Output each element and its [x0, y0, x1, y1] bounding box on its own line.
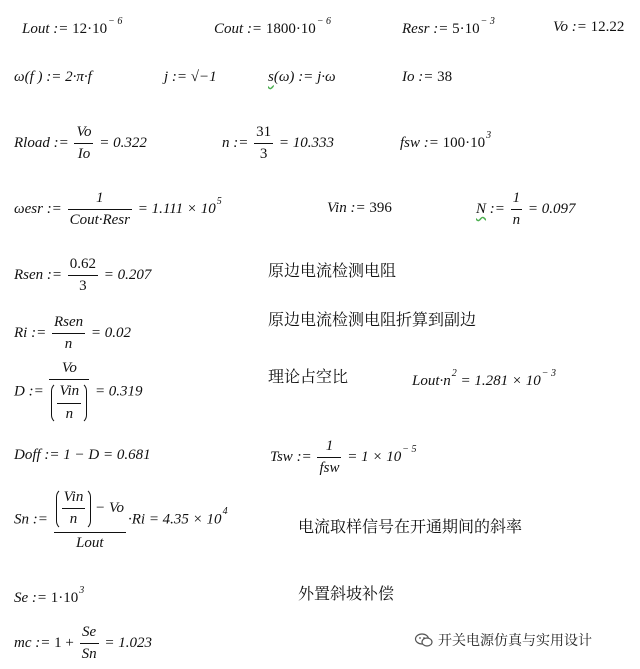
var-name: n	[222, 135, 230, 152]
j-def	[164, 70, 217, 85]
var-name: Doff	[14, 447, 41, 463]
assign-op: :=	[350, 200, 366, 216]
fraction	[511, 190, 523, 230]
square-exponent: 2	[451, 368, 457, 379]
numerator: Se	[80, 624, 99, 644]
assign-op: :=	[53, 135, 69, 152]
rload-def	[14, 124, 147, 164]
value-exponent: 3	[486, 130, 492, 141]
var-name: Rload	[14, 135, 50, 152]
rhs: 2·π·f	[65, 69, 92, 85]
denominator: 3	[259, 146, 268, 163]
wesr-def	[14, 190, 222, 230]
numerator: Rsen	[52, 314, 85, 334]
result: = 4.35 × 10	[148, 511, 222, 528]
var-name: Vo	[553, 19, 568, 35]
assign-op: :=	[296, 449, 312, 466]
fraction	[68, 190, 132, 230]
var-name: N	[476, 201, 487, 218]
n-def	[222, 124, 334, 164]
result: = 0.207	[103, 267, 152, 284]
var-name: Vin	[327, 200, 347, 216]
assign-op: :=	[32, 511, 48, 528]
multiplier: ·Ri	[127, 511, 146, 528]
rsen-def	[14, 256, 151, 296]
fraction	[317, 438, 341, 478]
value-mantissa: 5·10	[452, 21, 480, 37]
denominator: Lout	[76, 534, 104, 551]
assign-op: :=	[46, 69, 62, 85]
result-exponent: 5	[216, 196, 222, 208]
result: = 1.281 × 10	[460, 373, 541, 389]
numerator: 0.62	[68, 256, 98, 276]
ri-def	[14, 314, 131, 354]
inner-fraction	[57, 383, 81, 423]
inner-denominator: n	[69, 511, 78, 528]
assign-op: :=	[35, 635, 51, 652]
var-name: Ri	[14, 325, 28, 342]
value-mantissa: 1800·10	[265, 21, 316, 37]
result: = 1.111 × 10	[137, 201, 216, 218]
se-note: 外置斜坡补偿	[298, 584, 395, 603]
sn-note: 电流取样信号在开通期间的斜率	[298, 517, 523, 536]
var-name: fsw	[400, 135, 421, 151]
result: = 1.023	[104, 635, 152, 652]
var-name: Sn	[14, 511, 29, 528]
fraction	[52, 314, 85, 354]
result: = 0.02	[90, 325, 132, 342]
denominator: n	[64, 336, 73, 353]
fraction	[80, 624, 99, 664]
inner-numerator: Vin	[62, 489, 86, 509]
var-name: Resr	[402, 21, 430, 37]
value-exponent: − 3	[480, 16, 495, 27]
result: = 0.322	[99, 135, 147, 152]
lout-n2-eval	[412, 368, 557, 389]
vo-def	[553, 20, 624, 35]
watermark-text: 开关电源仿真与实用设计	[438, 633, 592, 649]
denominator	[49, 380, 89, 424]
lhs: s	[268, 69, 274, 85]
N-def	[476, 190, 576, 230]
numerator: 1	[511, 190, 523, 210]
result: = 0.097	[527, 201, 576, 218]
prefix: 1 +	[54, 635, 74, 652]
result: = 0.681	[103, 447, 151, 463]
var-name: Lout	[22, 21, 50, 37]
assign-op: :=	[423, 135, 439, 151]
fraction	[254, 124, 273, 164]
var-name: Cout	[214, 21, 244, 37]
numerator	[54, 488, 126, 533]
numerator: 1	[68, 190, 132, 210]
assign-op: :=	[433, 21, 449, 37]
rsen-note: 原边电流检测电阻	[268, 261, 397, 280]
fraction	[54, 488, 126, 552]
assign-op: :=	[53, 21, 69, 37]
denominator: Cout·Resr	[69, 212, 130, 229]
wechat-icon	[414, 632, 434, 648]
value-exponent: − 6	[108, 16, 123, 27]
inner-denominator: n	[65, 405, 74, 422]
d-def	[14, 360, 143, 424]
vin-def	[327, 201, 392, 216]
value-mantissa: 12·10	[72, 21, 108, 37]
result-exponent: 4	[222, 506, 228, 518]
assign-op: :=	[246, 21, 263, 37]
inner-numerator: Vin	[57, 383, 81, 403]
resr-def	[402, 16, 495, 37]
fsw-def	[400, 130, 492, 151]
value-mantissa: 100·10	[442, 135, 486, 151]
expr: 1 − D	[63, 447, 100, 463]
rhs: j·ω	[317, 69, 336, 85]
denominator: Sn	[81, 646, 97, 663]
paren-group	[56, 488, 92, 530]
s-def	[268, 70, 336, 85]
cout-def	[214, 16, 332, 37]
inner-fraction	[62, 489, 86, 529]
denominator: fsw	[319, 460, 340, 477]
result: = 1 × 10	[347, 449, 402, 466]
ri-note: 原边电流检测电阻折算到副边	[268, 310, 477, 329]
value: 12.22	[590, 19, 625, 35]
var-name: Se	[14, 590, 29, 606]
assign-op: :=	[171, 69, 188, 85]
var-name: mc	[14, 635, 32, 652]
d-note: 理论占空比	[268, 367, 349, 386]
value-exponent: − 6	[316, 16, 332, 27]
value: 396	[369, 200, 392, 216]
var-name: D	[14, 383, 25, 400]
result: = 10.333	[278, 135, 334, 152]
result-exponent: − 5	[402, 444, 417, 456]
paren-group	[51, 382, 87, 424]
assign-op: :=	[233, 135, 249, 152]
denominator: n	[512, 212, 521, 229]
var-name: Tsw	[270, 449, 293, 466]
fraction	[74, 124, 93, 164]
assign-op: :=	[44, 447, 60, 463]
var-name: Rsen	[14, 267, 44, 284]
assign-op: :=	[418, 69, 434, 85]
var-name: ωesr	[14, 201, 43, 218]
denominator: 3	[79, 278, 87, 295]
mc-def	[14, 624, 152, 664]
lout-def	[22, 16, 123, 37]
assign-op: :=	[571, 19, 587, 35]
lhs: ω(f )	[14, 69, 43, 85]
sn-def	[14, 488, 228, 552]
args: (ω)	[273, 69, 295, 85]
numerator: Vo	[74, 124, 93, 144]
doff-def	[14, 448, 151, 463]
value: 38	[437, 69, 453, 85]
assign-op: :=	[31, 325, 47, 342]
numerator: Vo	[49, 360, 89, 380]
fraction	[68, 256, 98, 296]
numerator: 1	[317, 438, 341, 458]
lhs: j	[164, 69, 169, 85]
assign-op: :=	[489, 201, 505, 218]
io-def	[402, 70, 452, 85]
assign-op: :=	[46, 267, 63, 284]
var-name: Io	[402, 69, 415, 85]
value-exponent: 3	[79, 585, 85, 596]
lhs: Lout·n	[412, 373, 451, 389]
result: = 0.319	[94, 383, 143, 400]
minus-term: − Vo	[95, 500, 124, 517]
se-def	[14, 585, 85, 606]
value-mantissa: 1·10	[50, 590, 79, 606]
assign-op: :=	[298, 69, 314, 85]
watermark	[414, 630, 592, 650]
fraction	[49, 360, 89, 424]
numerator: 31	[254, 124, 273, 144]
rhs: √−1	[190, 69, 217, 85]
omega-def	[14, 70, 92, 85]
denominator: Io	[77, 146, 91, 163]
result-exponent: − 3	[541, 368, 557, 379]
assign-op: :=	[46, 201, 62, 218]
assign-op: :=	[31, 590, 48, 606]
tsw-def	[270, 438, 416, 478]
assign-op: :=	[28, 383, 44, 400]
